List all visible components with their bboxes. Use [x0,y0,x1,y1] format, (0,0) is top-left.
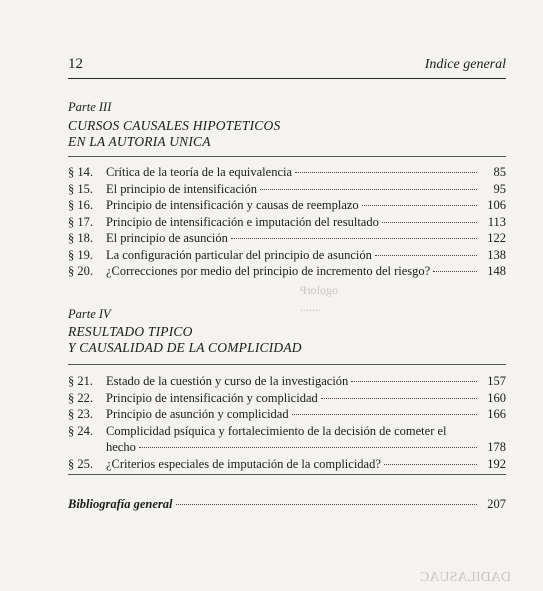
section-number: § 21. [68,374,93,388]
page-ref: 95 [493,181,506,196]
part-3-title-line-1: CURSOS CAUSALES HIPOTETICOS [68,118,281,133]
leader-dots [362,205,477,206]
section-title: ¿Criterios especiales de imputación de la complicidad? [106,456,381,471]
page-ref: 157 [487,374,506,388]
leader-dots [139,447,477,448]
page-ref: 160 [487,390,506,405]
toc-entry-bibliography[interactable] [68,497,506,512]
section-number: § 15. [68,181,93,196]
toc-entry[interactable] [68,456,506,473]
toc-entry[interactable] [68,230,506,247]
toc-entry[interactable] [68,247,506,264]
page-ref: 207 [487,497,506,511]
leader-dots [231,238,477,239]
part-3-title [68,118,280,150]
section-rule [68,474,506,475]
section-number: § 17. [68,214,93,229]
section-title-line-1: Complicidad psíquica y fortalecimiento de la decisión de cometer el [106,423,447,438]
section-title: La configuración particular del principio de asunción [106,247,372,262]
page-ref: 192 [487,456,506,471]
page-ref: 166 [487,407,506,421]
part-4-entries [68,373,506,472]
section-number: § 20. [68,264,93,278]
page-ref: 122 [487,231,506,245]
section-title: Estado de la cuestión y curso de la investigación [106,374,349,388]
page-ref: 85 [493,165,506,179]
section-rule [68,156,506,157]
page-ref: 148 [487,264,506,278]
leader-dots [321,398,477,399]
leader-dots [433,271,477,272]
toc-entry[interactable] [68,373,506,390]
leader-dots [292,414,477,415]
section-rule [68,364,506,365]
section-number: § 16. [68,198,93,212]
section-number: § 23. [68,407,93,421]
part-4-title-line-1: RESULTADO TIPICO [68,324,193,339]
toc-entry[interactable] [68,390,506,407]
section-title-line-2-row [106,439,480,456]
leader-dots [375,255,477,256]
page-ref: 106 [487,198,506,212]
bleed-through-text: ogolorP [300,283,339,297]
leader-dots [382,222,477,223]
bibliography-title: Bibliografía general [68,497,173,511]
bleed-through-text: ....... [300,300,321,314]
leader-dots [384,464,477,465]
leader-dots [295,172,477,173]
section-number: § 24. [68,423,93,438]
part-3-entries [68,164,506,280]
leader-dots [351,381,477,382]
section-title-block [106,423,480,456]
section-title: El principio de intensificación [106,181,257,196]
section-title: ¿Correcciones por medio del principio de incremento del riesgo? [106,264,431,278]
toc-entry[interactable] [68,181,506,198]
section-title: Principio de intensificación y causas de reemplazo [106,198,359,212]
toc-entry[interactable] [68,197,506,214]
running-title: Indice general [424,57,506,72]
part-3-label: Parte III [68,100,112,114]
toc-entry[interactable] [68,214,506,231]
toc-entry[interactable] [68,423,506,456]
section-title: Principio de asunción y complicidad [106,407,289,421]
toc-entry[interactable] [68,164,506,181]
section-number: § 25. [68,456,93,471]
section-number: § 22. [68,390,93,405]
section-title: Crítica de la teoría de la equivalencia [106,165,293,179]
section-title: Principio de intensificación y complicidad [106,390,318,405]
section-title: El principio de asunción [106,231,228,245]
section-title: Principio de intensificación e imputación del resultado [106,214,379,229]
section-title-line-2: hecho [106,440,136,454]
page-header [68,56,506,73]
section-number: § 14. [68,165,93,179]
part-3-title-line-2: EN LA AUTORIA UNICA [68,134,211,149]
leader-dots [260,189,477,190]
header-rule [68,78,506,79]
toc-entry[interactable] [68,406,506,423]
part-4-title [68,324,302,356]
leader-dots [176,504,477,505]
section-number: § 18. [68,231,93,245]
bleed-through-text: DADILASUAC [420,570,511,585]
page-ref: 113 [487,214,506,229]
part-4-label: Parte IV [68,307,111,321]
page-number: 12 [68,56,83,72]
section-number: § 19. [68,247,93,262]
part-4-title-line-2: Y CAUSALIDAD DE LA COMPLICIDAD [68,340,302,355]
toc-entry[interactable] [68,263,506,280]
page-ref: 138 [487,247,506,262]
page-ref: 178 [487,440,506,454]
